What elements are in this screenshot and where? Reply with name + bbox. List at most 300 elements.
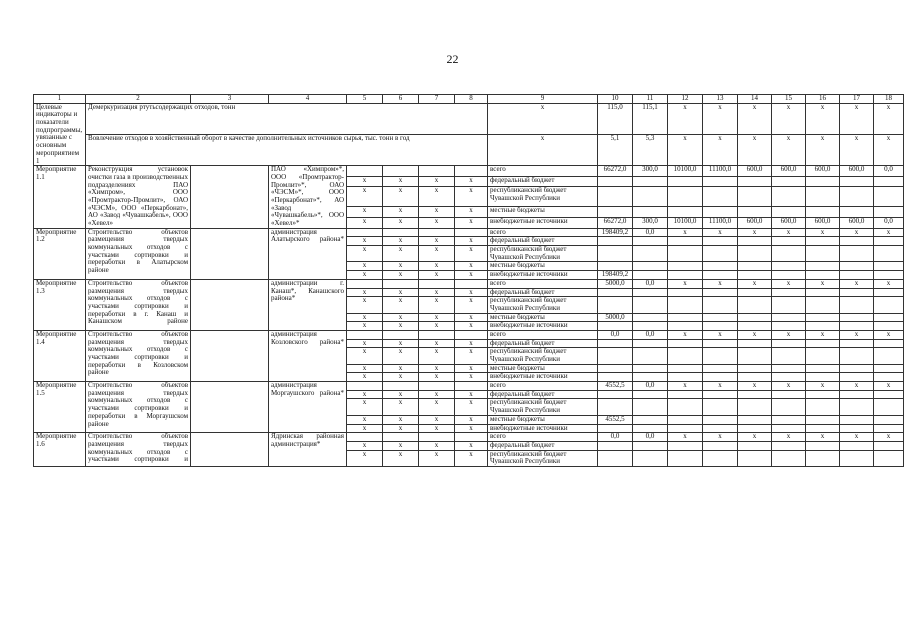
table-cell (633, 399, 668, 415)
table-cell (840, 246, 874, 262)
table-cell (738, 262, 772, 271)
column-header: 13 (703, 95, 738, 104)
table-cell (806, 339, 840, 348)
table-cell: x (347, 246, 383, 262)
table-cell (772, 339, 806, 348)
table-cell: 600,0 (772, 218, 806, 229)
table-cell (598, 322, 633, 331)
table-cell (633, 390, 668, 399)
table-cell (738, 450, 772, 466)
table-cell: x (455, 339, 488, 348)
table-cell (874, 207, 904, 218)
page-number: 22 (446, 52, 459, 66)
table-cell (703, 348, 738, 364)
table-cell: x (703, 433, 738, 442)
table-cell: 5,1 (598, 134, 633, 165)
table-cell (633, 207, 668, 218)
table-cell: x (383, 297, 419, 313)
table-cell: 0,0 (633, 279, 668, 288)
table-cell (806, 288, 840, 297)
table-cell: x (419, 390, 455, 399)
table-cell: x (383, 441, 419, 450)
table-cell (840, 297, 874, 313)
table-cell (383, 382, 419, 391)
table-cell: x (874, 433, 904, 442)
measure-empty-cell (191, 228, 269, 279)
table-cell: x (455, 313, 488, 322)
table-cell: x (455, 271, 488, 280)
table-cell (738, 348, 772, 364)
table-cell (772, 297, 806, 313)
table-cell (840, 237, 874, 246)
table-cell (738, 207, 772, 218)
table-cell: x (419, 288, 455, 297)
table-cell (840, 373, 874, 382)
table-cell (703, 399, 738, 415)
table-cell: x (806, 279, 840, 288)
table-cell (703, 262, 738, 271)
table-cell (806, 176, 840, 187)
table-cell (703, 339, 738, 348)
table-cell: 0,0 (633, 330, 668, 339)
table-cell: x (806, 330, 840, 339)
table-cell (806, 399, 840, 415)
table-cell: x (806, 228, 840, 237)
table-cell: x (419, 339, 455, 348)
table-cell (383, 330, 419, 339)
table-cell (772, 390, 806, 399)
table-cell (874, 262, 904, 271)
table-cell (419, 382, 455, 391)
table-cell (772, 237, 806, 246)
indicator-text: Демеркуризация ртутьсодержащих отходов, тонн (86, 103, 488, 134)
measure-executor: ПАО «Химпром»*, ООО «Промтрактор-Промлит»*, ОАО «ЧЭСМ»*, ООО «Перкарбонат»*, АО «Завод «Чувашкабель»*, ООО «Хевел»* (269, 166, 347, 229)
table-cell: x (383, 450, 419, 466)
table-cell (772, 415, 806, 424)
table-cell: x (383, 271, 419, 280)
table-cell: x (874, 382, 904, 391)
table-cell: x (347, 450, 383, 466)
table-cell: x (455, 237, 488, 246)
measure-row (34, 330, 904, 339)
table-cell (703, 322, 738, 331)
table-cell (668, 390, 703, 399)
table-cell: x (668, 330, 703, 339)
table-cell (703, 237, 738, 246)
table-cell: 198409,2 (598, 228, 633, 237)
table-cell: x (738, 433, 772, 442)
measure-name: Мероприятие 1.2 (34, 228, 86, 279)
table-cell: 11100,0 (703, 218, 738, 229)
table-cell: x (703, 103, 738, 134)
table-cell: x (455, 450, 488, 466)
table-cell (419, 279, 455, 288)
table-cell: 0,0 (598, 330, 633, 339)
table-cell: x (840, 279, 874, 288)
table-cell: 5,3 (633, 134, 668, 165)
table-cell (874, 399, 904, 415)
table-cell (874, 390, 904, 399)
table-cell: x (703, 382, 738, 391)
table-cell (633, 415, 668, 424)
table-cell: x (419, 187, 455, 207)
table-cell: x (806, 433, 840, 442)
table-cell: 115,1 (633, 103, 668, 134)
measure-description: Строительство объектов размещения твердых коммунальных отходов с участками сортировки и (86, 433, 191, 467)
indicator-row (34, 134, 904, 165)
table-cell: 4552,5 (598, 382, 633, 391)
funding-source: всего (488, 330, 598, 339)
column-header: 18 (874, 95, 904, 104)
column-header: 16 (806, 95, 840, 104)
table-cell: 198409,2 (598, 271, 633, 280)
table-cell (668, 415, 703, 424)
table-cell: 0,0 (874, 218, 904, 229)
table-cell (703, 424, 738, 433)
table-cell: x (738, 134, 772, 165)
funding-source: местные бюджеты (488, 313, 598, 322)
table-cell: x (455, 348, 488, 364)
table-cell: x (347, 297, 383, 313)
table-cell: 300,0 (633, 218, 668, 229)
column-header: 3 (191, 95, 269, 104)
table-cell: 600,0 (772, 166, 806, 177)
table-cell (598, 297, 633, 313)
table-cell (738, 246, 772, 262)
table-cell (840, 450, 874, 466)
table-cell (874, 424, 904, 433)
table-cell (347, 166, 383, 177)
table-cell (772, 373, 806, 382)
measure-row (34, 382, 904, 391)
table-cell (772, 322, 806, 331)
table-cell (633, 187, 668, 207)
funding-source: республиканский бюджет Чувашской Республики (488, 450, 598, 466)
table-cell: x (383, 399, 419, 415)
table-cell (840, 187, 874, 207)
table-cell (668, 348, 703, 364)
measure-name: Мероприятие 1.1 (34, 166, 86, 229)
table-cell (455, 166, 488, 177)
table-cell (668, 297, 703, 313)
table-cell: x (383, 218, 419, 229)
table-cell (806, 390, 840, 399)
table-cell: x (840, 382, 874, 391)
table-cell: 5000,0 (598, 279, 633, 288)
table-cell: x (383, 415, 419, 424)
table-cell (703, 373, 738, 382)
measure-executor: Ядринская районная администрация* (269, 433, 347, 467)
table-cell (633, 441, 668, 450)
table-cell (455, 330, 488, 339)
table-cell (668, 450, 703, 466)
table-cell: x (419, 246, 455, 262)
table-cell: x (668, 228, 703, 237)
table-cell (874, 441, 904, 450)
table-cell: x (347, 313, 383, 322)
table-cell: x (840, 330, 874, 339)
table-cell (347, 382, 383, 391)
table-cell: x (738, 103, 772, 134)
table-cell (598, 399, 633, 415)
table-cell (840, 262, 874, 271)
table-cell: 600,0 (738, 166, 772, 177)
table-cell (840, 364, 874, 373)
table-cell: x (874, 330, 904, 339)
table-cell (347, 279, 383, 288)
table-cell: 66272,0 (598, 218, 633, 229)
table-cell: x (419, 348, 455, 364)
table-cell (703, 415, 738, 424)
measure-row (34, 433, 904, 442)
table-cell (874, 339, 904, 348)
table-cell: x (703, 228, 738, 237)
table-cell: 0,0 (874, 166, 904, 177)
funding-source: всего (488, 433, 598, 442)
table-cell (772, 313, 806, 322)
table-cell: x (419, 415, 455, 424)
table-cell (772, 441, 806, 450)
table-cell (806, 237, 840, 246)
table-cell: x (419, 322, 455, 331)
table-cell: x (383, 339, 419, 348)
table-cell: x (455, 415, 488, 424)
funding-source: всего (488, 228, 598, 237)
table-cell (772, 424, 806, 433)
table-cell: x (806, 134, 840, 165)
column-header: 8 (455, 95, 488, 104)
table-cell: x (840, 433, 874, 442)
table-cell (772, 246, 806, 262)
table-cell: x (383, 322, 419, 331)
table-cell (703, 313, 738, 322)
table-cell (840, 322, 874, 331)
table-cell (455, 382, 488, 391)
table-cell: x (455, 364, 488, 373)
table-cell (738, 313, 772, 322)
table-cell (668, 441, 703, 450)
table-cell (668, 246, 703, 262)
table-cell: x (347, 339, 383, 348)
table-cell (840, 415, 874, 424)
funding-source: внебюджетные источники (488, 271, 598, 280)
table-cell (668, 339, 703, 348)
measure-row (34, 279, 904, 288)
table-cell (772, 207, 806, 218)
table-cell: x (419, 313, 455, 322)
table-cell (806, 271, 840, 280)
funding-source: местные бюджеты (488, 364, 598, 373)
table-cell (598, 390, 633, 399)
funding-source: федеральный бюджет (488, 390, 598, 399)
measure-empty-cell (191, 330, 269, 381)
table-cell (806, 364, 840, 373)
table-cell (806, 297, 840, 313)
table-cell (633, 262, 668, 271)
table-cell: x (347, 322, 383, 331)
table-cell (668, 262, 703, 271)
table-cell (633, 288, 668, 297)
budget-table (33, 94, 904, 467)
table-cell: x (455, 297, 488, 313)
table-cell: x (347, 390, 383, 399)
table-cell: 600,0 (738, 218, 772, 229)
table-cell (738, 399, 772, 415)
table-cell (455, 433, 488, 442)
column-header: 15 (772, 95, 806, 104)
table-cell: x (347, 441, 383, 450)
table-cell (598, 450, 633, 466)
table-cell: x (772, 103, 806, 134)
table-cell (633, 424, 668, 433)
table-cell (738, 373, 772, 382)
table-cell (455, 279, 488, 288)
table-cell (738, 187, 772, 207)
table-cell (633, 339, 668, 348)
table-cell: x (806, 382, 840, 391)
table-cell: x (347, 237, 383, 246)
table-cell: x (419, 364, 455, 373)
table-cell (633, 176, 668, 187)
table-cell: x (874, 228, 904, 237)
table-cell: 0,0 (633, 382, 668, 391)
column-header: 4 (269, 95, 347, 104)
funding-source: всего (488, 279, 598, 288)
measure-description: Строительство объектов размещения твердых коммунальных отходов с участками сортировки и переработки в г. Канаш и Канашском районе (86, 279, 191, 330)
table-cell: x (455, 218, 488, 229)
measure-executor: администрация Алатырского района* (269, 228, 347, 279)
table-cell: 600,0 (806, 166, 840, 177)
table-cell: x (488, 103, 598, 134)
table-cell (668, 399, 703, 415)
table-cell: x (840, 228, 874, 237)
column-header: 6 (383, 95, 419, 104)
table-cell: 5000,0 (598, 313, 633, 322)
table-cell: x (874, 134, 904, 165)
table-cell (874, 450, 904, 466)
table-cell (874, 313, 904, 322)
measure-empty-cell (191, 433, 269, 467)
measure-description: Реконструкция установок очистки газа в производственных подразделениях ПАО «Химпром», ООО «Промтрактор-Промлит», ОАО «ЧЭСМ», ООО «Перкарбонат», АО «Завод «Чувашкабель», ООО «Хевел» (86, 166, 191, 229)
table-cell (874, 297, 904, 313)
measure-name: Мероприятие 1.5 (34, 382, 86, 433)
table-cell: x (806, 103, 840, 134)
table-cell (772, 348, 806, 364)
table-cell: x (455, 176, 488, 187)
table-cell (598, 373, 633, 382)
table-cell: x (383, 373, 419, 382)
table-cell (598, 207, 633, 218)
table-cell (347, 228, 383, 237)
funding-source: федеральный бюджет (488, 441, 598, 450)
table-cell (874, 288, 904, 297)
table-cell (703, 364, 738, 373)
table-cell (703, 441, 738, 450)
table-cell (806, 424, 840, 433)
table-cell: x (455, 424, 488, 433)
table-cell: x (772, 433, 806, 442)
table-cell (840, 339, 874, 348)
funding-source: местные бюджеты (488, 262, 598, 271)
table-cell: x (874, 279, 904, 288)
table-cell (347, 433, 383, 442)
table-cell: x (383, 187, 419, 207)
table-cell (668, 313, 703, 322)
table-cell: 11100,0 (703, 166, 738, 177)
table-cell (598, 288, 633, 297)
table-cell: x (772, 134, 806, 165)
table-cell (668, 176, 703, 187)
table-cell (598, 237, 633, 246)
funding-source: федеральный бюджет (488, 339, 598, 348)
table-cell (598, 441, 633, 450)
table-cell: x (347, 399, 383, 415)
table-cell (668, 288, 703, 297)
measure-name: Мероприятие 1.4 (34, 330, 86, 381)
table-cell: x (419, 399, 455, 415)
table-cell (806, 441, 840, 450)
table-cell: 115,0 (598, 103, 633, 134)
table-cell (703, 246, 738, 262)
table-cell: x (347, 187, 383, 207)
funding-source: внебюджетные источники (488, 373, 598, 382)
table-cell (738, 415, 772, 424)
table-cell: x (738, 382, 772, 391)
table-cell: x (383, 176, 419, 187)
table-cell (806, 322, 840, 331)
table-cell (703, 207, 738, 218)
table-cell (703, 187, 738, 207)
table-cell: x (772, 279, 806, 288)
table-cell: x (419, 176, 455, 187)
funding-source: местные бюджеты (488, 207, 598, 218)
table-cell (668, 237, 703, 246)
table-cell (598, 246, 633, 262)
table-cell (738, 390, 772, 399)
table-cell (840, 441, 874, 450)
funding-source: республиканский бюджет Чувашской Республики (488, 187, 598, 207)
table-cell (633, 237, 668, 246)
table-cell: x (347, 176, 383, 187)
column-header: 11 (633, 95, 668, 104)
column-header: 5 (347, 95, 383, 104)
table-cell (598, 364, 633, 373)
table-cell: x (455, 399, 488, 415)
column-header: 12 (668, 95, 703, 104)
table-cell: x (419, 271, 455, 280)
table-cell (806, 187, 840, 207)
table-cell: 66272,0 (598, 166, 633, 177)
table-cell: 10100,0 (668, 218, 703, 229)
table-cell: x (455, 322, 488, 331)
table-cell: 600,0 (840, 166, 874, 177)
table-cell (840, 271, 874, 280)
table-cell (806, 207, 840, 218)
table-cell: x (455, 390, 488, 399)
table-cell (703, 288, 738, 297)
column-header: 10 (598, 95, 633, 104)
indicator-label: Целевые индикаторы и показатели подпрограммы, увязанные с основным мероприятием 1 (34, 103, 86, 166)
funding-source: всего (488, 382, 598, 391)
table-cell: x (419, 297, 455, 313)
table-cell (840, 288, 874, 297)
table-cell (703, 271, 738, 280)
table-cell: x (347, 207, 383, 218)
header-row (34, 95, 904, 104)
table-cell (633, 313, 668, 322)
table-cell (455, 228, 488, 237)
table-cell (874, 237, 904, 246)
